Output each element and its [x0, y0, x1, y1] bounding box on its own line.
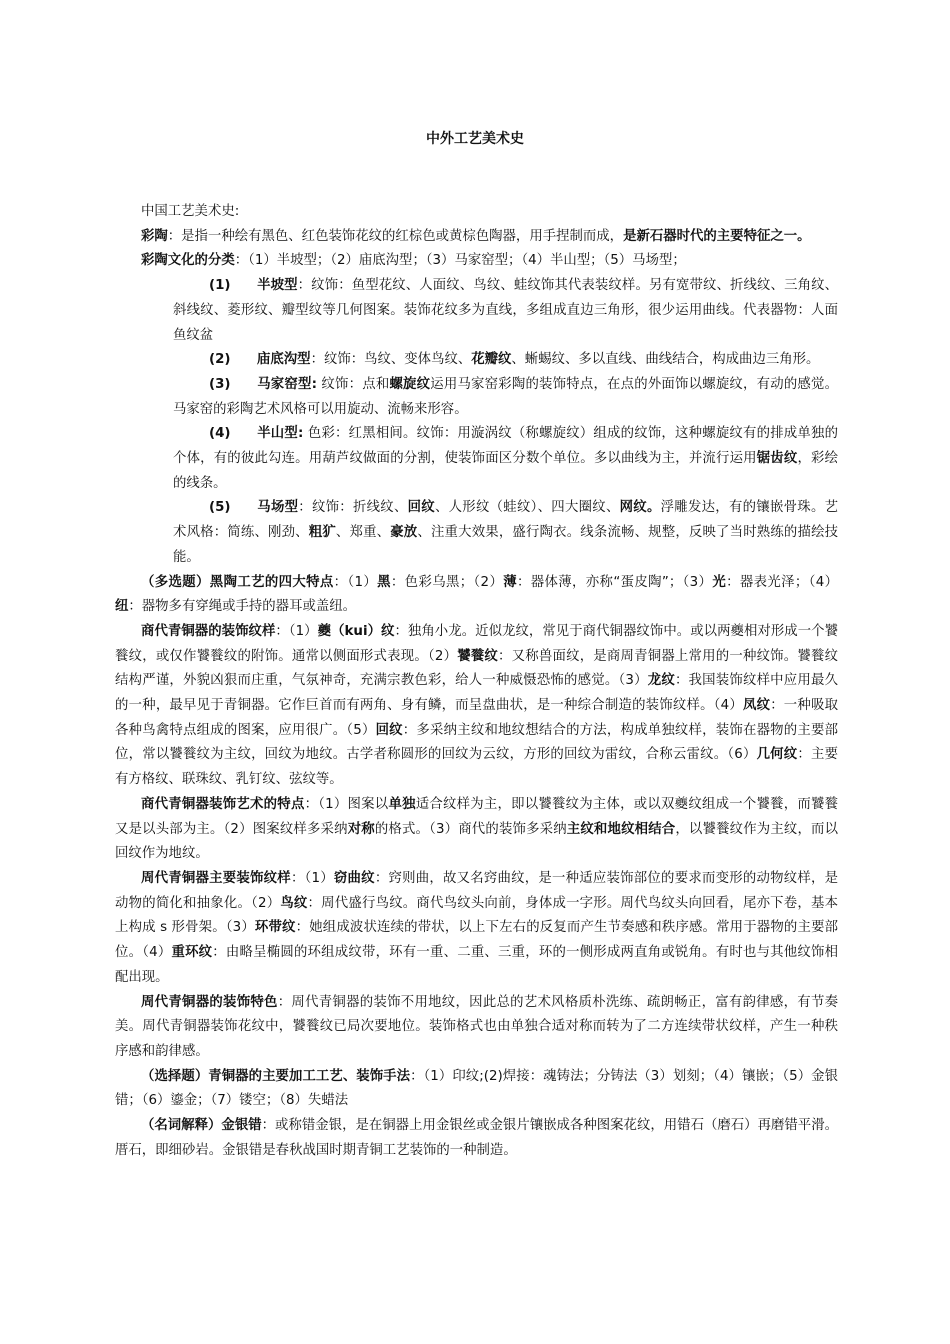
- paragraph-jiagong: （选择题）青铜器的主要加工工艺、装饰手法：（1）印纹;(2)焊接：魂铸法；分铸法（3）划刻；（4）镶嵌；（5）金银错；（6）鎏金；（7）镂空；（8）失蜡法: [115, 1068, 838, 1109]
- paragraph-zhou-wenyang: 周代青铜器主要装饰纹样：（1）窃曲纹：窍则曲，故又名窍曲纹，是一种适应装饰部位的要求而变形的动物纹样，是动物的简化和抽象化。（2）鸟纹：周代盛行鸟纹。商代鸟纹头向前，身体成一字形。周代鸟纹头向回看，尾亦下卷，基本上构成 s 形骨架。（3）环带纹：她组成波状连续的带状，以上下左右的反复而产生节奏感和秩序感。常用于器物的主要部位。（4）重环纹：由略呈椭圆的环组成纹带，环有一重、二重、三重，环的一侧形成两直角或锐角。有时也与其他纹饰相配出现。: [115, 870, 839, 985]
- intro-heading: 中国工艺美术史:: [141, 204, 240, 219]
- document-body: [115, 200, 838, 1163]
- term-label: 彩陶: [141, 228, 168, 244]
- paragraph-zhou-tese: 周代青铜器的装饰特色：周代青铜器的装饰不用地纹，因此总的艺术风格质朴洗练、疏朗畅正，富有韵律感，有节奏美。周代青铜器装饰花纹中，饕餮纹已局次要地位。装饰格式也由单独合适对称而转为了二方连续带状纹样，产生一种秩序感和韵律感。: [115, 994, 839, 1059]
- term-label: 彩陶文化的分类: [141, 253, 235, 269]
- paragraph-fenlei: 彩陶文化的分类：（1）半坡型；（2）庙底沟型；（3）马家窑型；（4）半山型；（5）马场型；: [141, 253, 686, 269]
- type-item-miaodigou: (2) 庙底沟型：纹饰：鸟纹、变体鸟纹、花瓣纹、蜥蜴纹、多以直线、曲线结合，构成曲边三角形。: [209, 352, 820, 368]
- type-item-majiayao: (3) 马家窑型: 纹饰：点和螺旋纹运用马家窑彩陶的装饰特点，在点的外面饰以螺旋纹，有动的感觉。马家窑的彩陶艺术风格可以用旋动、流畅来形容。: [173, 376, 839, 417]
- paragraph-caitao: 彩陶：是指一种绘有黑色、红色装饰花纹的红棕色或黄棕色陶器，用手捏制而成，是新石器时代的主要特征之一。: [141, 228, 811, 244]
- paragraph-jinyincuo: （名词解释）金银错：或称错金银，是在铜器上用金银丝或金银片镶嵌成各种图案花纹，用错石（磨石）再磨错平滑。厝石，即细砂岩。金银错是春秋战国时期青铜工艺装饰的一种制造。: [115, 1118, 839, 1158]
- paragraph-shang-tedian: 商代青铜器装饰艺术的特点：（1）图案以单独适合纹样为主，即以饕餮纹为主体，或以双夔纹组成一个饕餮，而饕餮又是以头部为主。（2）图案纹样多采纳对称的格式。（3）商代的装饰多采纳主纹和地纹相结合，以饕餮纹作为主纹，而以回纹作为地纹。: [115, 796, 839, 862]
- paragraph-heitao: （多选题）黑陶工艺的四大特点：（1）黑：色彩乌黑；（2）薄：器体薄，亦称“蛋皮陶”；（3）光：器表光泽；（4）纽：器物多有穿绳或手持的器耳或盖纽。: [115, 574, 839, 615]
- type-item-banshan: (4) 半山型: 色彩：红黑相间。纹饰：用漩涡纹（称螺旋纹）组成的纹饰，这种螺旋纹有的排成单独的个体，有的彼此勾连。用葫芦纹做面的分割，使装饰面区分数个单位。多以曲线为主，并流行运用锯齿纹，彩绘的线条。: [173, 426, 839, 491]
- paragraph-shang-wenyang: 商代青铜器的装饰纹样：（1）夔（kui）纹：独角小龙。近似龙纹，常见于商代铜器纹饰中。或以两夔相对形成一个饕餮纹，或仅作饕餮纹的附饰。通常以侧面形式表现。（2）饕餮纹：又称兽面纹，是商周青铜器上常用的一种纹饰。饕餮纹结构严谨，外貌凶狠而庄重，气氛神奇，充满宗教色彩，给人一种威慑恐怖的感觉。（3）龙纹：我国装饰纹样中应用最久的一种，最早见于青铜器。它作巨首而有两角、身有鳞，而呈盘曲状，是一种综合制造的装饰纹样。（4）凤纹：一种吸取各种鸟禽特点组成的图案，应用很广。（5）回纹：多采纳主纹和地纹想结合的方法，构成单独纹样，装饰在器物的主要部位，常以饕餮纹为主纹，回纹为地纹。古学者称圆形的回纹为云纹，方形的回纹为雷纹，合称云雷纹。（6）几何纹：主要有方格纹、联珠纹、乳钉纹、弦纹等。: [115, 623, 839, 788]
- document-title: 中外工艺美术史: [426, 131, 524, 147]
- type-item-banpo: (1) 半坡型：纹饰：鱼型花纹、人面纹、鸟纹、蛙纹饰其代表装纹样。另有宽带纹、折线纹、三角纹、斜线纹、菱形纹、瓣型纹等几何图案。装饰花纹多为直线，多组成直边三角形，很少运用曲线。代表器物：人面鱼纹盆: [173, 278, 838, 343]
- type-item-machang: (5) 马场型：纹饰：折线纹、回纹、人形纹（蛙纹）、四大圈纹、网纹。浮雕发达，有的镶嵌骨珠。艺术风格：简练、刚劲、粗犷、郑重、豪放、注重大效果，盛行陶衣。线条流畅、规整，反映了当时熟练的描绘技能。: [173, 500, 839, 565]
